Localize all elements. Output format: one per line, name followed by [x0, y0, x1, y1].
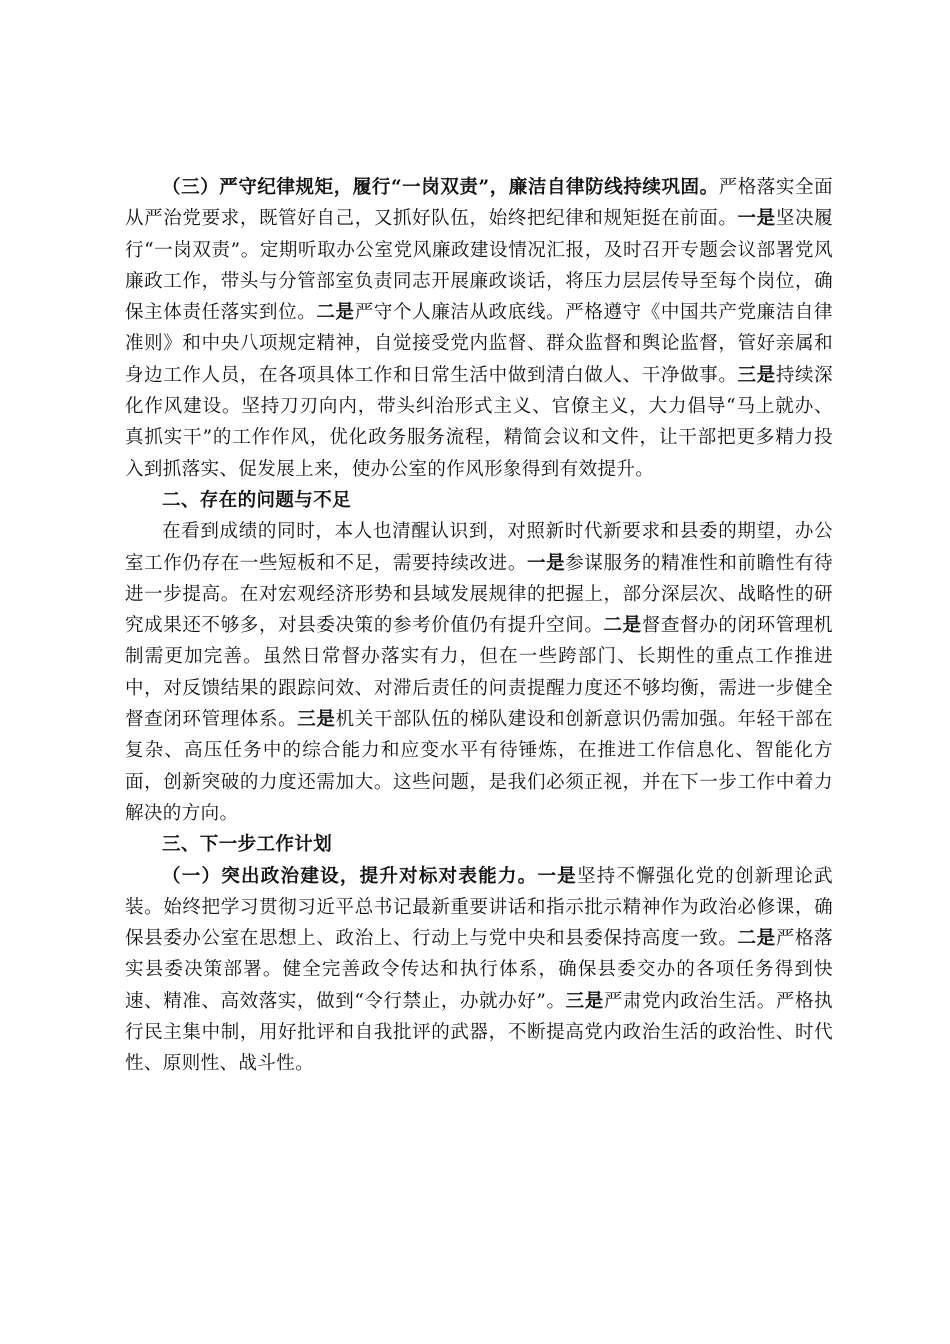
text-span: 参谋服务的精准性和前瞻性有待进一步提高。在对宏观经济形势和县域发展规律的把握上，部分深层次、战略性的研究成果还不够多，对县委决策的参考价值仍有提升空间。 — [125, 552, 833, 637]
keyword-second: 二是 — [737, 928, 776, 950]
text-span: 严格落实全面从严治党要求，既管好自己，又抓好队伍，始终把纪律和规矩挺在前面。 — [125, 177, 833, 230]
text-span: 督查督办的闭环管理机制需更加完善。虽然日常督办落实有力，但在一些跨部门、长期性的重点工作推进中，对反馈结果的跟踪问效、对滞后责任的问责提醒力度还不够均衡，需进一步健全督查闭环管理体系。 — [125, 615, 833, 731]
keyword-second: 二是 — [603, 615, 642, 637]
paragraph-political-building — [125, 861, 833, 1080]
text-span: 持续深化作风建设。坚持刀刃向内，带头纠治形式主义、官僚主义，大力倡导“马上就办、真抓实干”的工作作风，优化政务服务流程，精简会议和文件，让干部把更多精力投入到抓落实、促发展上来，使办公室的作风形象得到有效提升。 — [125, 364, 833, 480]
keyword-first: 一是 — [526, 552, 566, 574]
subheading-political-building: （一）突出政治建设，提升对标对表能力。 — [162, 865, 538, 887]
keyword-third: 三是 — [565, 990, 604, 1012]
paragraph-discipline — [125, 172, 833, 485]
text-span: 坚持不懈强化党的创新理论武装。始终把学习贯彻习近平总书记最新重要讲话和指示批示精神作为政治必修课，确保县委办公室在思想上、政治上、行动上与党中央和县委保持高度一致。 — [125, 865, 834, 950]
text-span: 机关干部队伍的梯队建设和创新意识仍需加强。年轻干部在复杂、高压任务中的综合能力和应变水平有待锤炼，在推进工作信息化、智能化方面，创新突破的力度还需加大。这些问题，是我们必须正视，并在下一步工作中着力解决的方向。 — [125, 709, 834, 824]
text-span: 坚决履行“一岗双责”。定期听取办公室党风廉政建设情况汇报，及时召开专题会议部署党风廉政工作，带头与分管部室负责同志开展廉政谈话，将压力层层传导至每个岗位，确保主体责任落实到位。 — [125, 208, 833, 324]
keyword-third: 三是 — [297, 709, 336, 731]
keyword-third: 三是 — [737, 364, 776, 386]
keyword-first: 一是 — [737, 208, 776, 230]
subheading-discipline: （三）严守纪律规矩，履行“一岗双责”，廉洁自律防线持续巩固。 — [162, 177, 719, 198]
section-heading-plan: 三、下一步工作计划 — [162, 834, 333, 856]
paragraph-problems — [125, 516, 833, 829]
text-span: 严守个人廉洁从政底线。严格遵守《中国共产党廉洁自律准则》和中央八项规定精神，自觉接受党内监督、群众监督和舆论监督，管好亲属和身边工作人员，在各项具体工作和日常生活中做到清白做人、干净做事。 — [125, 302, 833, 386]
keyword-second: 二是 — [316, 302, 355, 324]
text-span: 严格落实县委决策部署。健全完善政令传达和执行体系，确保县委交办的各项任务得到快速、精准、高效落实，做到“令行禁止，办就办好”。 — [125, 928, 833, 1012]
keyword-first: 一是 — [537, 865, 577, 887]
document-body — [125, 172, 833, 1080]
text-span: 在看到成绩的同时，本人也清醒认识到，对照新时代新要求和县委的期望，办公室工作仍存在一些短板和不足，需要持续改进。 — [125, 521, 833, 574]
text-span: 严肃党内政治生活。严格执行民主集中制，用好批评和自我批评的武器，不断提高党内政治生活的政治性、时代性、原则性、战斗性。 — [125, 990, 833, 1075]
section-heading-problems: 二、存在的问题与不足 — [162, 489, 352, 511]
